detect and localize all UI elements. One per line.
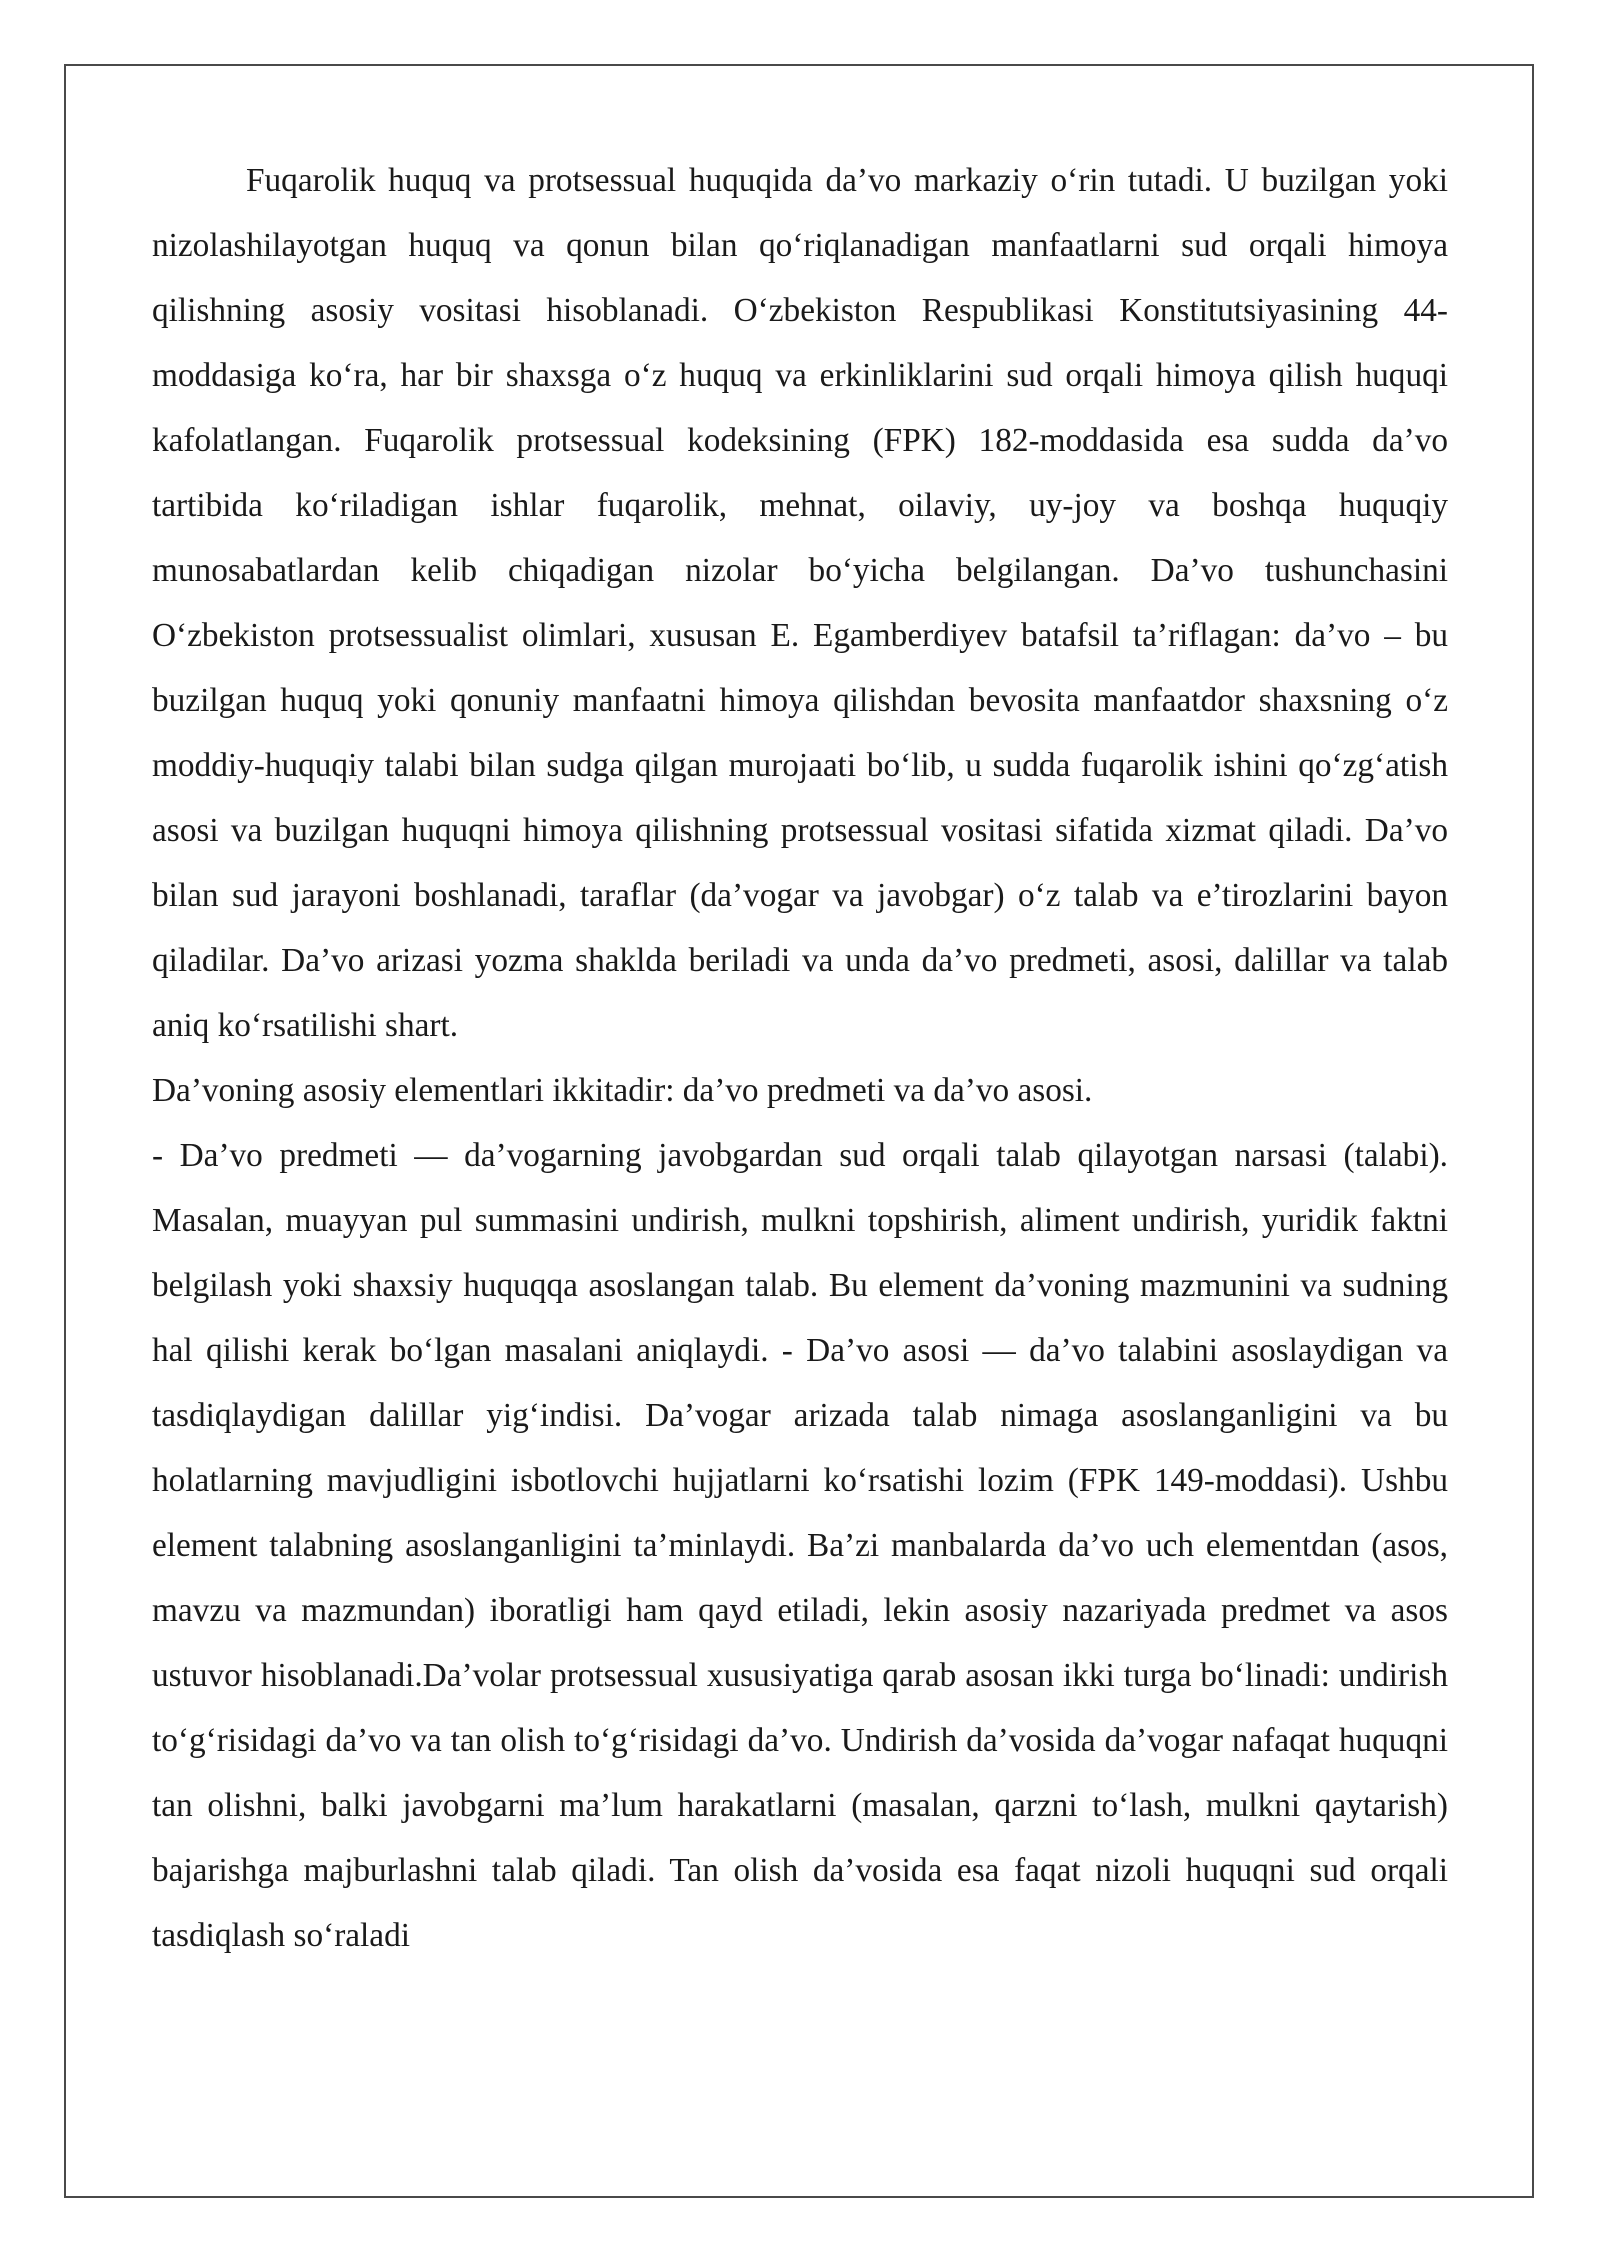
paragraph-elements-heading: Da’voning asosiy elementlari ikkitadir: da’vo predmeti va da’vo asosi. xyxy=(152,1072,1093,1109)
paragraph-intro: Fuqarolik huquq va protsessual huquqida da’vo markaziy o‘rin tutadi. U buzilgan yoki nizolashilayotgan huquq va qonun bilan qo‘riqlanadigan manfaatlarni sud orqali himoya qilishning asosiy vositasi hisoblanadi. O‘zbekiston Respublikasi Konstitutsiyasining 44-moddasiga ko‘ra, har bir shaxsga o‘z huquq va erkinliklarini sud orqali himoya qilish huquqi kafolatlangan. Fuqarolik protsessual kodeksining (FPK) 182-moddasida esa sudda da’vo tartibida ko‘riladigan ishlar fuqarolik, mehnat, oilaviy, uy-joy va boshqa huquqiy munosabatlardan kelib chiqadigan nizolar bo‘yicha belgilangan. Da’vo tushunchasini O‘zbekiston protsessualist olimlari, xususan E. Egamberdiyev batafsil ta’riflagan: da’vo – bu buzilgan huquq yoki qonuniy manfaatni himoya qilishdan bevosita manfaatdor shaxsning o‘z moddiy-huquqiy talabi bilan sudga qilgan murojaati bo‘lib, u sudda fuqarolik ishini qo‘zg‘atish asosi va buzilgan huquqni himoya qilishning protsessual vositasi sifatida xizmat qiladi. Da’vo bilan sud jarayoni boshlanadi, taraflar (da’vogar va javobgar) o‘z talab va e’tirozlarini bayon qiladilar. Da’vo arizasi yozma shaklda beriladi va unda da’vo predmeti, asosi, dalillar va talab aniq ko‘rsatilishi shart. xyxy=(152,162,1448,1044)
paragraph-elements-detail: - Da’vo predmeti — da’vogarning javobgardan sud orqali talab qilayotgan narsasi (talabi). Masalan, muayyan pul summasini undirish, mulkni topshirish, aliment undirish, yuridik faktni belgilash yoki shaxsiy huquqqa asoslangan talab. Bu element da’voning mazmunini va sudning hal qilishi kerak bo‘lgan masalani aniqlaydi. - Da’vo asosi — da’vo talabini asoslaydigan va tasdiqlaydigan dalillar yig‘indisi. Da’vogar arizada talab nimaga asoslanganligini va bu holatlarning mavjudligini isbotlovchi hujjatlarni ko‘rsatishi lozim (FPK 149-moddasi). Ushbu element talabning asoslanganligini ta’minlaydi. Ba’zi manbalarda da’vo uch elementdan (asos, mavzu va mazmundan) iboratligi ham qayd etiladi, lekin asosiy nazariyada predmet va asos ustuvor hisoblanadi.Da’volar protsessual xususiyatiga qarab asosan ikki turga bo‘linadi: undirish to‘g‘risidagi da’vo va tan olish to‘g‘risidagi da’vo. Undirish da’vosida da’vogar nafaqat huquqni tan olishni, balki javobgarni ma’lum harakatlarni (masalan, qarzni to‘lash, mulkni qaytarish) bajarishga majburlashni talab qiladi. Tan olish da’vosida esa faqat nizoli huquqni sud orqali tasdiqlash so‘raladi xyxy=(152,1137,1448,1954)
document-body xyxy=(152,148,1448,1968)
